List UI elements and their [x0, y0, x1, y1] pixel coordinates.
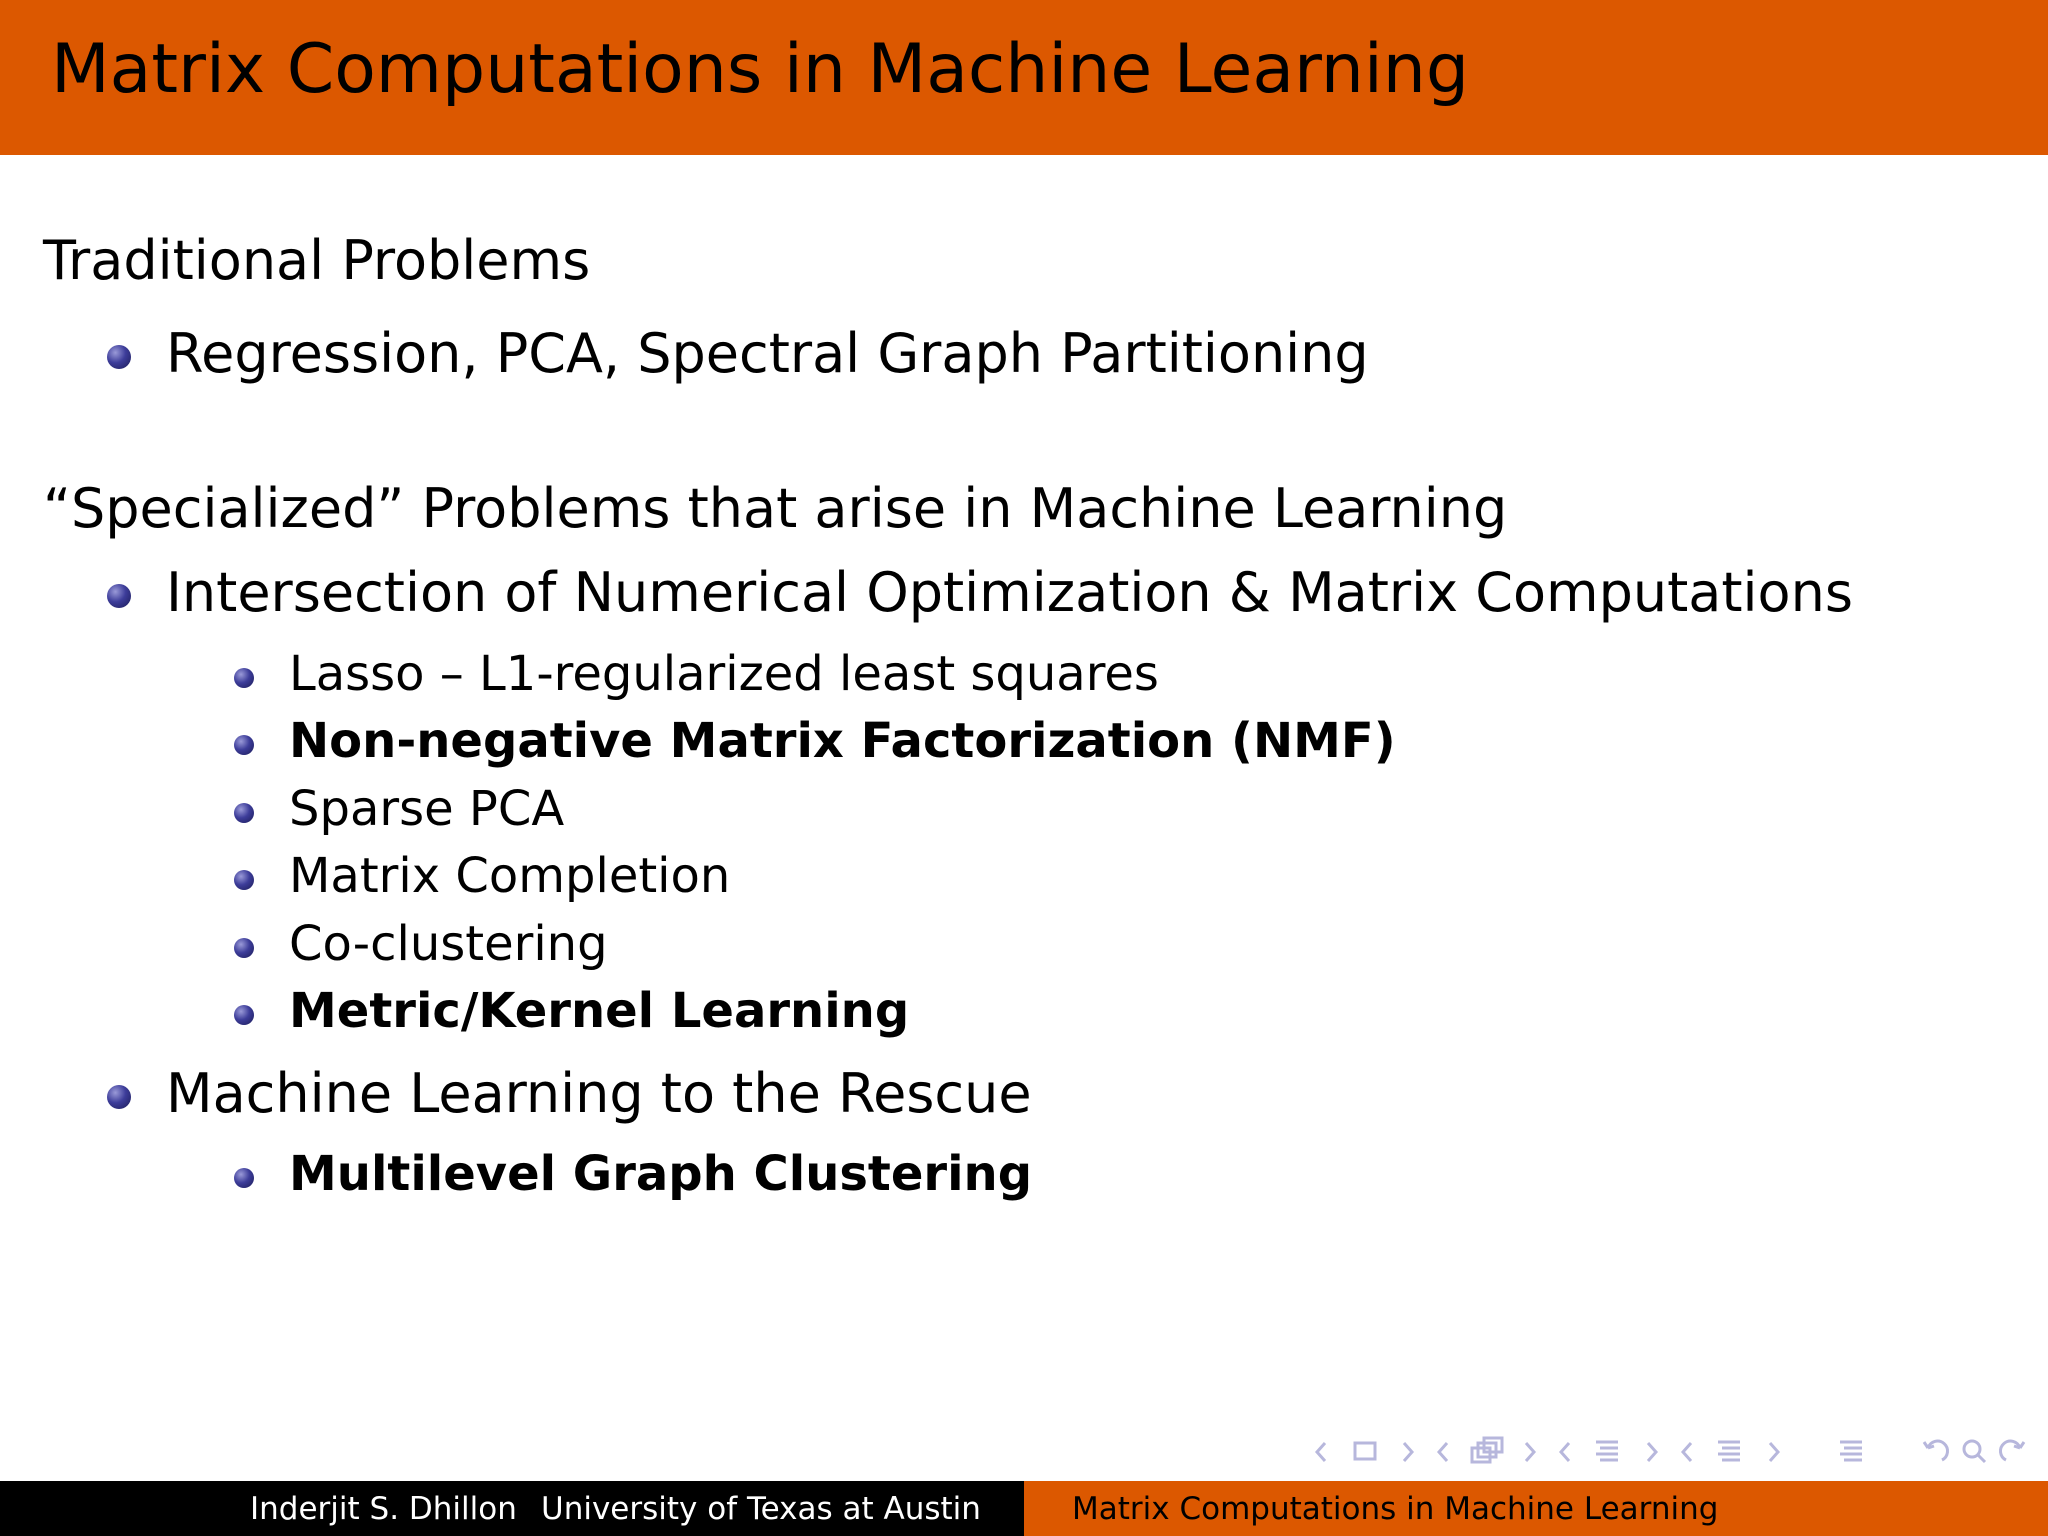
list-item-metric-kernel: Metric/Kernel Learning [289, 983, 910, 1039]
subsection-icon[interactable] [1718, 1442, 1740, 1460]
arrow-left-icon[interactable] [1683, 1443, 1691, 1461]
bullet-icon [234, 668, 254, 688]
bullet-icon [234, 938, 254, 958]
section-heading-specialized: “Specialized” Problems that arise in Machine Learning [43, 477, 1508, 540]
bullet-icon [234, 870, 254, 890]
slide-header [0, 0, 2048, 155]
arrow-right-icon[interactable] [1404, 1443, 1412, 1461]
arrow-right-icon[interactable] [1770, 1443, 1778, 1461]
bullet-icon [107, 584, 131, 608]
footer-author-panel [0, 1481, 1024, 1536]
arrow-left-icon[interactable] [1439, 1443, 1447, 1461]
bullet-icon [107, 1085, 131, 1109]
arrow-right-icon[interactable] [1648, 1443, 1656, 1461]
footer-author: Inderjit S. Dhillon [250, 1491, 517, 1527]
list-item-ml-rescue: Machine Learning to the Rescue [166, 1062, 1032, 1125]
bullet-icon [234, 803, 254, 823]
arrow-left-icon[interactable] [1561, 1443, 1569, 1461]
section-heading-traditional: Traditional Problems [43, 229, 591, 292]
search-icon[interactable] [1964, 1441, 1985, 1462]
undo-icon[interactable] [1924, 1441, 1948, 1460]
bullet-icon [234, 735, 254, 755]
bullet-icon [107, 345, 131, 369]
arrow-right-icon[interactable] [1526, 1443, 1534, 1461]
frame-icon[interactable] [1355, 1443, 1375, 1459]
list-item-nmf: Non-negative Matrix Factorization (NMF) [289, 713, 1396, 769]
list-item-lasso: Lasso – L1-regularized least squares [289, 646, 1159, 702]
list-item-regression: Regression, PCA, Spectral Graph Partitioning [166, 322, 1369, 385]
frames-icon[interactable] [1472, 1438, 1502, 1462]
footer-title-panel [1024, 1481, 2048, 1536]
footer-affiliation: University of Texas at Austin [541, 1491, 981, 1527]
nav-frame-group [1312, 1434, 1418, 1470]
list-item-matrix-completion: Matrix Completion [289, 848, 731, 904]
nav-frames-group [1434, 1434, 1540, 1470]
list-item-intersection: Intersection of Numerical Optimization & Matrix Computations [166, 561, 1853, 624]
footer-title: Matrix Computations in Machine Learning [1072, 1491, 1719, 1527]
nav-section-group [1556, 1434, 1662, 1470]
list-item-sparse-pca: Sparse PCA [289, 781, 565, 837]
bullet-icon [234, 1005, 254, 1025]
outline-icon[interactable] [1836, 1434, 1866, 1470]
arrow-left-icon[interactable] [1317, 1443, 1325, 1461]
beamer-navigation-bar [0, 1434, 2048, 1470]
nav-subsection-group [1678, 1434, 1784, 1470]
list-item-multilevel: Multilevel Graph Clustering [289, 1146, 1033, 1202]
list-item-co-clustering: Co-clustering [289, 916, 608, 972]
section-icon[interactable] [1596, 1442, 1618, 1460]
nav-search-group [1920, 1434, 2030, 1470]
slide-title: Matrix Computations in Machine Learning [51, 30, 1470, 109]
redo-icon[interactable] [2000, 1441, 2024, 1460]
bullet-icon [234, 1168, 254, 1188]
